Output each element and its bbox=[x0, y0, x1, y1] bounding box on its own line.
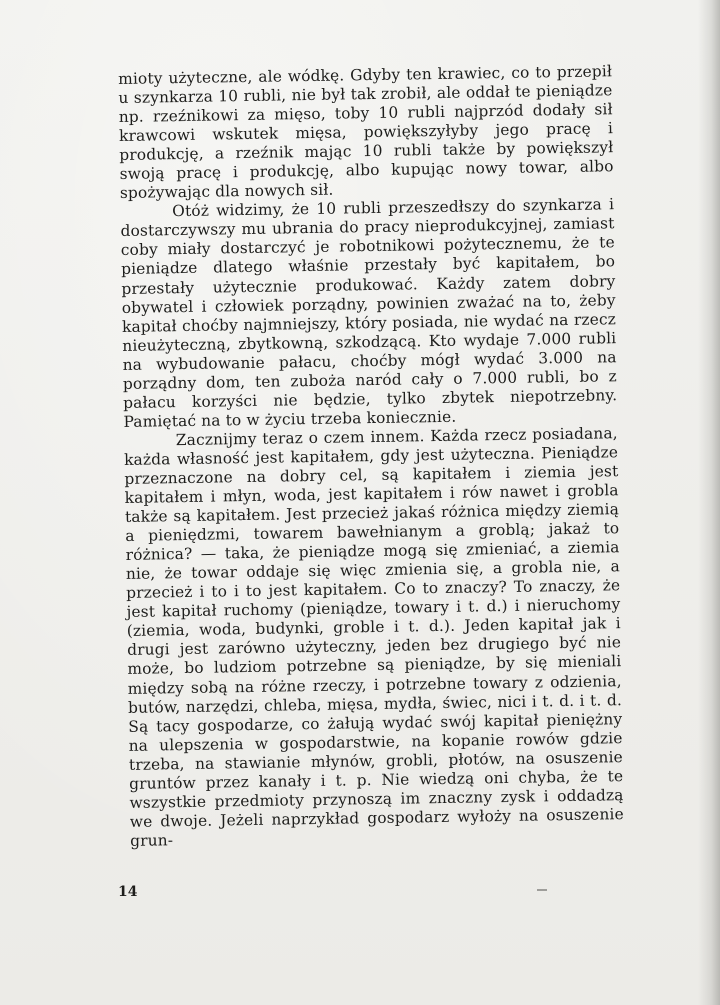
page-edge-shadow bbox=[698, 0, 720, 1005]
page-number: 14 bbox=[118, 884, 138, 900]
body-text bbox=[118, 62, 624, 851]
ink-speck bbox=[537, 889, 547, 891]
paragraph-3: Zacznijmy teraz o czem innem. Każda rzecz posiadana, każda własność jest kapitałem, gdy jest użyteczna. Pieniądze przeznaczone na dobry cel, są kapitałem i ziemia jest kapitałem i młyn, woda, jest kapitałem i rów nawet i grobla także są kapitałem. Jest przecież jakaś różnica między ziemią a pieniędzmi, towarem bawełnianym a groblą; jakaż to różnica? — taka, że pieniądze mogą się zmieniać, a ziemia nie, że towar oddaje się więc zmienia się, a grobla nie, a przecież i to i to jest kapitałem. Co to znaczy? To znaczy, że jest kapitał ruchomy (pieniądze, towary i t. d.) i nieruchomy (ziemia, woda, budynki, groble i t. d.). Jeden kapitał jak i drugi jest zarówno użyteczny, jeden bez drugiego być nie może, bo ludziom potrzebne są pieniądze, by się mieniali między sobą na różne rzeczy, i potrzebne towary z odzienia, butów, narzędzi, chleba, mięsa, mydła, świec, nici i t. d. i t. d. Są tacy gospodarze, co żałują wydać swój kapitał pieniężny na ulepszenia w gospodarstwie, na kopanie rowów gdzie trzeba, na stawianie młynów, grobli, płotów, na osuszenie gruntów przez kanały i t. p. Nie wiedzą oni chyba, że te wszystkie przedmioty przynoszą im znaczny zysk i oddadzą we dwoje. Jeżeli naprzykład gospodarz wyłoży na osuszenie grun- bbox=[123, 424, 624, 850]
paragraph-2: Otóż widzimy, że 10 rubli przeszedłszy do szynkarza i dostarczywszy mu ubrania do pracy nieprodukcyjnej, zamiast coby miały dostarczyć je robotnikowi pożytecznemu, że te pieniądze dlatego właśnie przestały być kapitałem, bo przestały użytecznie produkować. Każdy zatem dobry obywatel i człowiek porządny, powinien zważać na to, żeby kapitał choćby najmniejszy, który posiada, nie wydać na rzecz nieużyteczną, zbytkowną, szkodzącą. Kto wydaje 7.000 rubli na wybudowanie pałacu, choćby mógł wydać 3.000 na porządny dom, ten zuboża naród cały o 7.000 rubli, bo z pałacu korzyści nie będzie, tylko zbytek niepotrzebny. Pamiętać na to w życiu trzeba koniecznie. bbox=[120, 195, 618, 431]
paragraph-1: mioty użyteczne, ale wódkę. Gdyby ten krawiec, co to przepił u szynkarza 10 rubli, nie był tak zrobił, ale oddał te pieniądze np. rzeźnikowi za mięso, toby 10 rubli najprzód dodały sił krawcowi wskutek mięsa, powiększyłyby jego pracę i produkcję, a rzeźnik mając 10 rubli także by powiększył swoją pracę i produkcję, albo kupując nowy towar, albo spożywając dla nowych sił. bbox=[118, 62, 614, 203]
